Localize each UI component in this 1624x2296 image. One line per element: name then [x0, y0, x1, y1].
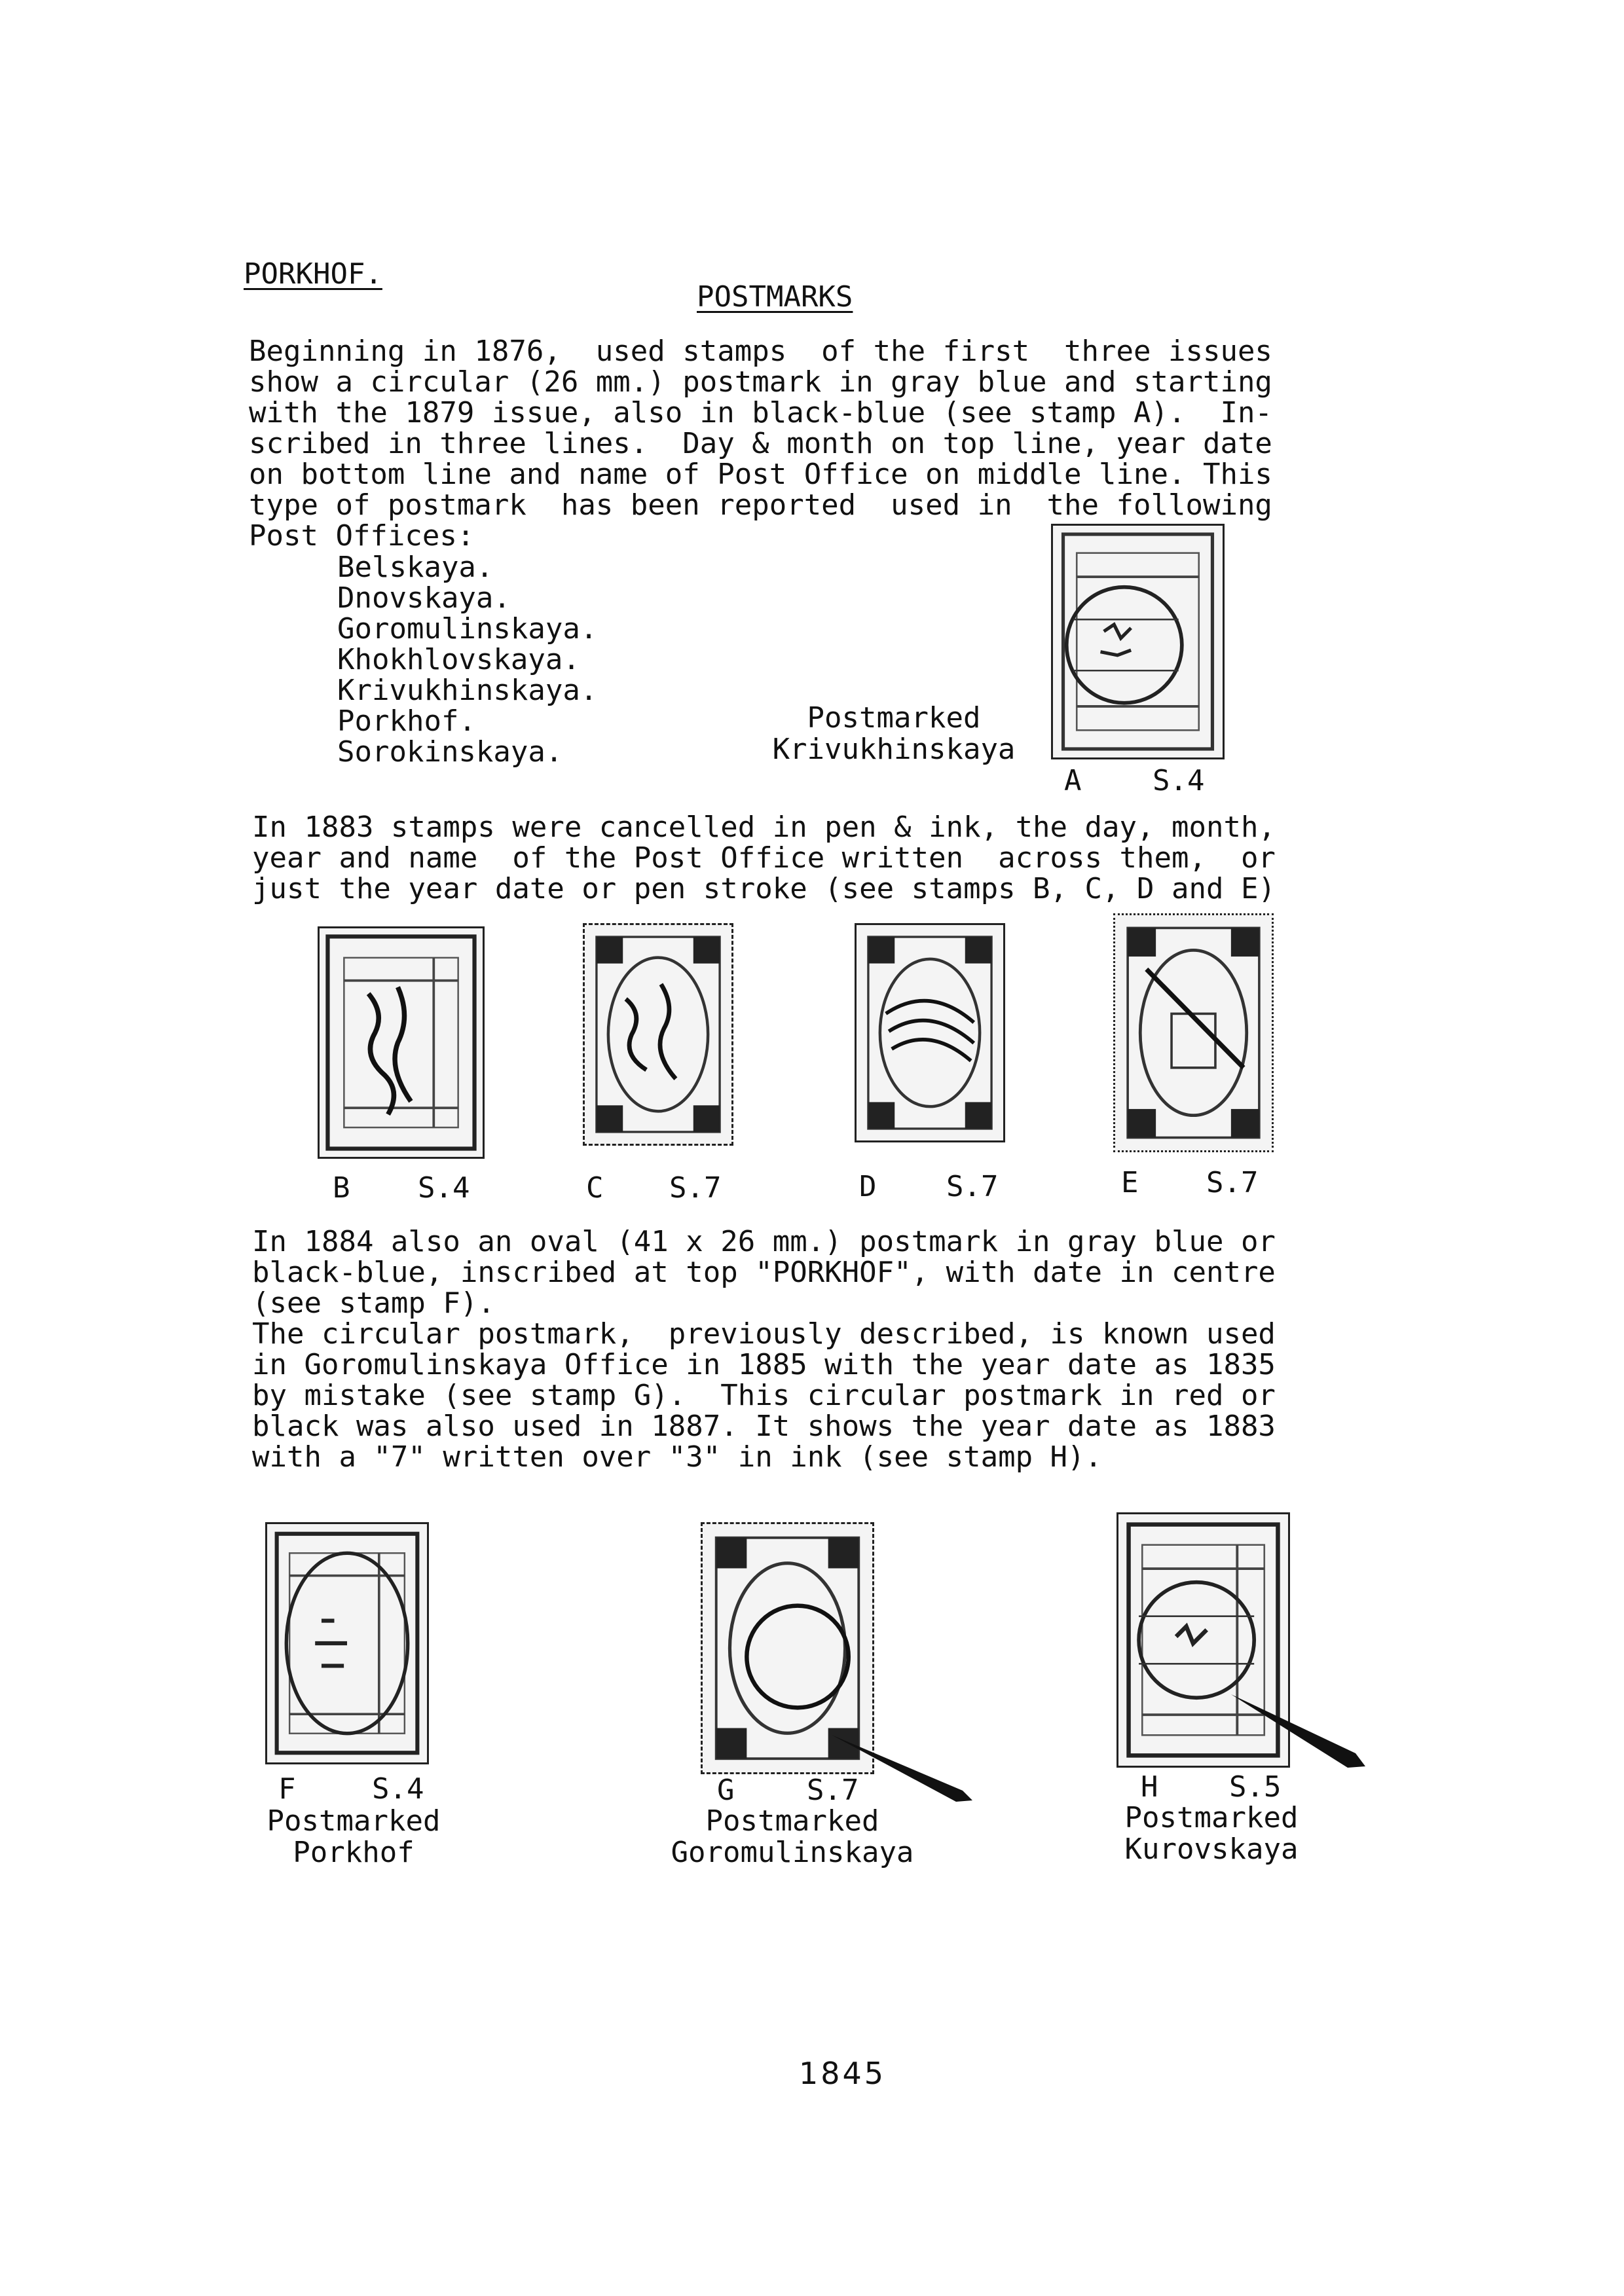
- pointer-arrow-h: [1231, 1689, 1375, 1774]
- paragraph-line: with a "7" written over "3" in ink (see stamp H).: [252, 1440, 1103, 1474]
- paragraph-line: show a circular (26 mm.) postmark in gray blue and starting: [249, 365, 1272, 399]
- stamp-h-caption-line2: Kurovskaya: [1124, 1832, 1299, 1866]
- paragraph-line: The circular postmark, previously described, is known used: [252, 1317, 1276, 1351]
- paragraph-line: just the year date or pen stroke (see stamps B, C, D and E): [252, 872, 1276, 905]
- stamp-g-scott: S.7: [807, 1774, 859, 1807]
- paragraph-line: In 1884 also an oval (41 x 26 mm.) postmark in gray blue or: [252, 1225, 1276, 1258]
- paragraph-line: In 1883 stamps were cancelled in pen & ink, the day, month,: [252, 811, 1276, 844]
- stamp-b-letter: B: [333, 1171, 350, 1205]
- list-item: Porkhof.: [337, 704, 476, 738]
- list-item: Khokhlovskaya.: [337, 643, 580, 676]
- list-item: Belskaya.: [337, 551, 494, 584]
- stamp-d-image: [855, 923, 1005, 1142]
- paragraph-line: black-blue, inscribed at top "PORKHOF", with date in centre: [252, 1256, 1276, 1289]
- page-heading: POSTMARKS: [697, 280, 853, 314]
- paragraph-line: on bottom line and name of Post Office on middle line. This: [249, 458, 1272, 491]
- stamp-a-caption-line1: Postmarked: [807, 701, 981, 735]
- stamp-f-caption-line2: Porkhof: [293, 1836, 415, 1869]
- stamp-h-letter: H: [1141, 1770, 1158, 1804]
- stamp-g-letter: G: [717, 1774, 735, 1807]
- stamp-a-image: [1051, 524, 1225, 759]
- stamp-b-scott: S.4: [418, 1171, 470, 1205]
- paragraph-line: (see stamp F).: [252, 1286, 495, 1320]
- stamp-a-letter: A: [1064, 764, 1082, 797]
- paragraph-line: Beginning in 1876, used stamps of the first three issues: [249, 335, 1272, 368]
- stamp-g-caption-line1: Postmarked: [705, 1804, 879, 1838]
- stamp-f-letter: F: [278, 1772, 296, 1806]
- paragraph-line: type of postmark has been reported used in the following: [249, 488, 1272, 522]
- stamp-e-image: [1113, 913, 1274, 1152]
- paragraph-line: by mistake (see stamp G). This circular postmark in red or: [252, 1379, 1276, 1412]
- paragraph-line: in Goromulinskaya Office in 1885 with the year date as 1835: [252, 1348, 1276, 1381]
- stamp-h-scott: S.5: [1229, 1770, 1282, 1804]
- stamp-g-caption-line2: Goromulinskaya: [671, 1836, 914, 1869]
- stamp-a-scott: S.4: [1153, 764, 1205, 797]
- paragraph-line: year and name of the Post Office written across them, or: [252, 841, 1276, 875]
- page-number: 1845: [799, 2056, 887, 2091]
- list-item: Dnovskaya.: [337, 581, 511, 615]
- stamp-c-scott: S.7: [669, 1171, 722, 1205]
- stamp-d-letter: D: [859, 1170, 877, 1203]
- stamp-f-caption-line1: Postmarked: [267, 1804, 441, 1838]
- paragraph-line: black was also used in 1887. It shows the year date as 1883: [252, 1410, 1276, 1443]
- stamp-f-image: [265, 1522, 429, 1764]
- paragraph-line: with the 1879 issue, also in black-blue (see stamp A). In-: [249, 396, 1272, 429]
- stamp-a-caption-line2: Krivukhinskaya: [772, 733, 1016, 766]
- stamp-f-scott: S.4: [372, 1772, 424, 1806]
- list-item: Krivukhinskaya.: [337, 674, 598, 707]
- stamp-b-image: [318, 926, 485, 1159]
- paragraph-line: Post Offices:: [249, 519, 475, 553]
- list-item: Sorokinskaya.: [337, 735, 563, 769]
- stamp-e-letter: E: [1121, 1166, 1139, 1199]
- list-item: Goromulinskaya.: [337, 612, 598, 646]
- stamp-c-letter: C: [586, 1171, 604, 1205]
- stamp-d-scott: S.7: [946, 1170, 999, 1203]
- section-title: PORKHOF.: [244, 257, 382, 291]
- paragraph-line: scribed in three lines. Day & month on top line, year date: [249, 427, 1272, 460]
- stamp-h-caption-line1: Postmarked: [1124, 1801, 1299, 1834]
- stamp-c-image: [583, 923, 733, 1146]
- stamp-e-scott: S.7: [1206, 1166, 1259, 1199]
- pointer-arrow-g: [832, 1728, 976, 1807]
